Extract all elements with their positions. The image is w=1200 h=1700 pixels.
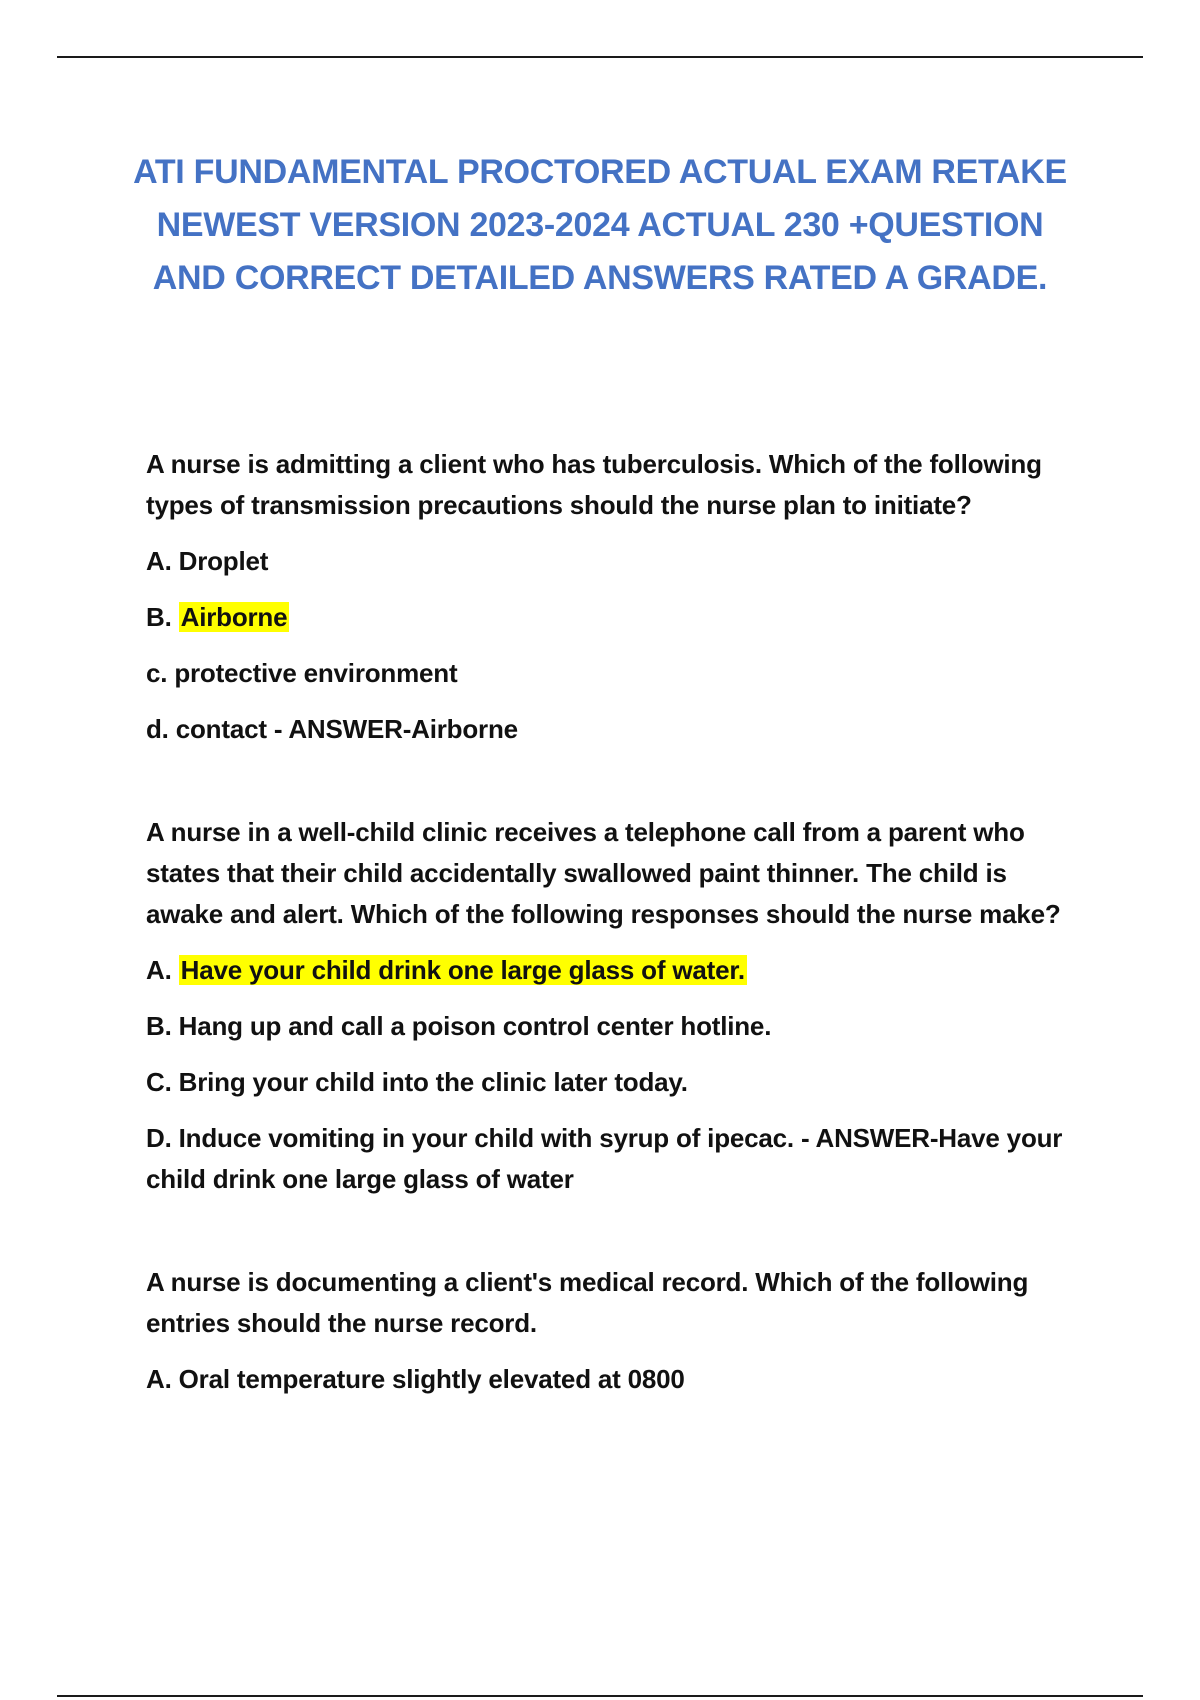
option-prefix: C. xyxy=(146,1067,179,1097)
title-line: ATI FUNDAMENTAL PROCTORED ACTUAL EXAM RETAKE xyxy=(133,153,1067,191)
option-text: protective environment xyxy=(174,658,458,688)
stem-line: A nurse in a well-child clinic receives a telephone call from a parent who xyxy=(146,817,1025,847)
option-text: contact - ANSWER-Airborne xyxy=(175,714,518,744)
bottom-divider xyxy=(57,1695,1143,1697)
option-prefix: B. xyxy=(146,1011,179,1041)
option-text: Bring your child into the clinic later today. xyxy=(178,1067,688,1097)
option-prefix: A. xyxy=(146,546,179,576)
option-text: Induce vomiting in your child with syrup of ipecac. - ANSWER-Have your xyxy=(178,1123,1063,1153)
option-prefix: d. xyxy=(146,714,176,744)
question-list xyxy=(146,444,1106,1415)
top-divider xyxy=(57,56,1143,58)
answer-option xyxy=(146,541,1106,582)
option-text: Droplet xyxy=(178,546,269,576)
option-continuation: child drink one large glass of water xyxy=(146,1164,574,1194)
answer-option xyxy=(146,1006,1106,1047)
question-stem xyxy=(146,1262,1106,1344)
answer-option xyxy=(146,1359,1106,1400)
answer-option xyxy=(146,1118,1106,1200)
title-line: NEWEST VERSION 2023-2024 ACTUAL 230 +QUESTION xyxy=(156,206,1044,244)
option-text: Oral temperature slightly elevated at 0800 xyxy=(178,1364,685,1394)
answer-option xyxy=(146,709,1106,750)
answer-option xyxy=(146,1062,1106,1103)
highlighted-answer: Have your child drink one large glass of water. xyxy=(180,955,745,985)
question-stem xyxy=(146,444,1106,526)
question-block xyxy=(146,1262,1106,1400)
title-line: AND CORRECT DETAILED ANSWERS RATED A GRADE. xyxy=(152,259,1048,297)
document-title xyxy=(120,146,1080,305)
option-prefix: c. xyxy=(146,658,175,688)
answer-option-correct xyxy=(146,950,1106,991)
option-prefix: B. xyxy=(146,602,179,632)
option-prefix: A. xyxy=(146,955,179,985)
stem-line: entries should the nurse record. xyxy=(146,1308,537,1338)
stem-line: types of transmission precautions should the nurse plan to initiate? xyxy=(146,490,972,520)
option-prefix: D. xyxy=(146,1123,179,1153)
answer-option-correct xyxy=(146,597,1106,638)
stem-line: awake and alert. Which of the following responses should the nurse make? xyxy=(146,899,1061,929)
highlighted-answer: Airborne xyxy=(180,602,288,632)
question-block xyxy=(146,812,1106,1200)
question-block xyxy=(146,444,1106,750)
option-prefix: A. xyxy=(146,1364,179,1394)
option-text: Hang up and call a poison control center hotline. xyxy=(178,1011,772,1041)
question-stem xyxy=(146,812,1106,935)
stem-line: A nurse is admitting a client who has tuberculosis. Which of the following xyxy=(146,449,1042,479)
answer-option xyxy=(146,653,1106,694)
stem-line: states that their child accidentally swallowed paint thinner. The child is xyxy=(146,858,1007,888)
stem-line: A nurse is documenting a client's medical record. Which of the following xyxy=(146,1267,1029,1297)
